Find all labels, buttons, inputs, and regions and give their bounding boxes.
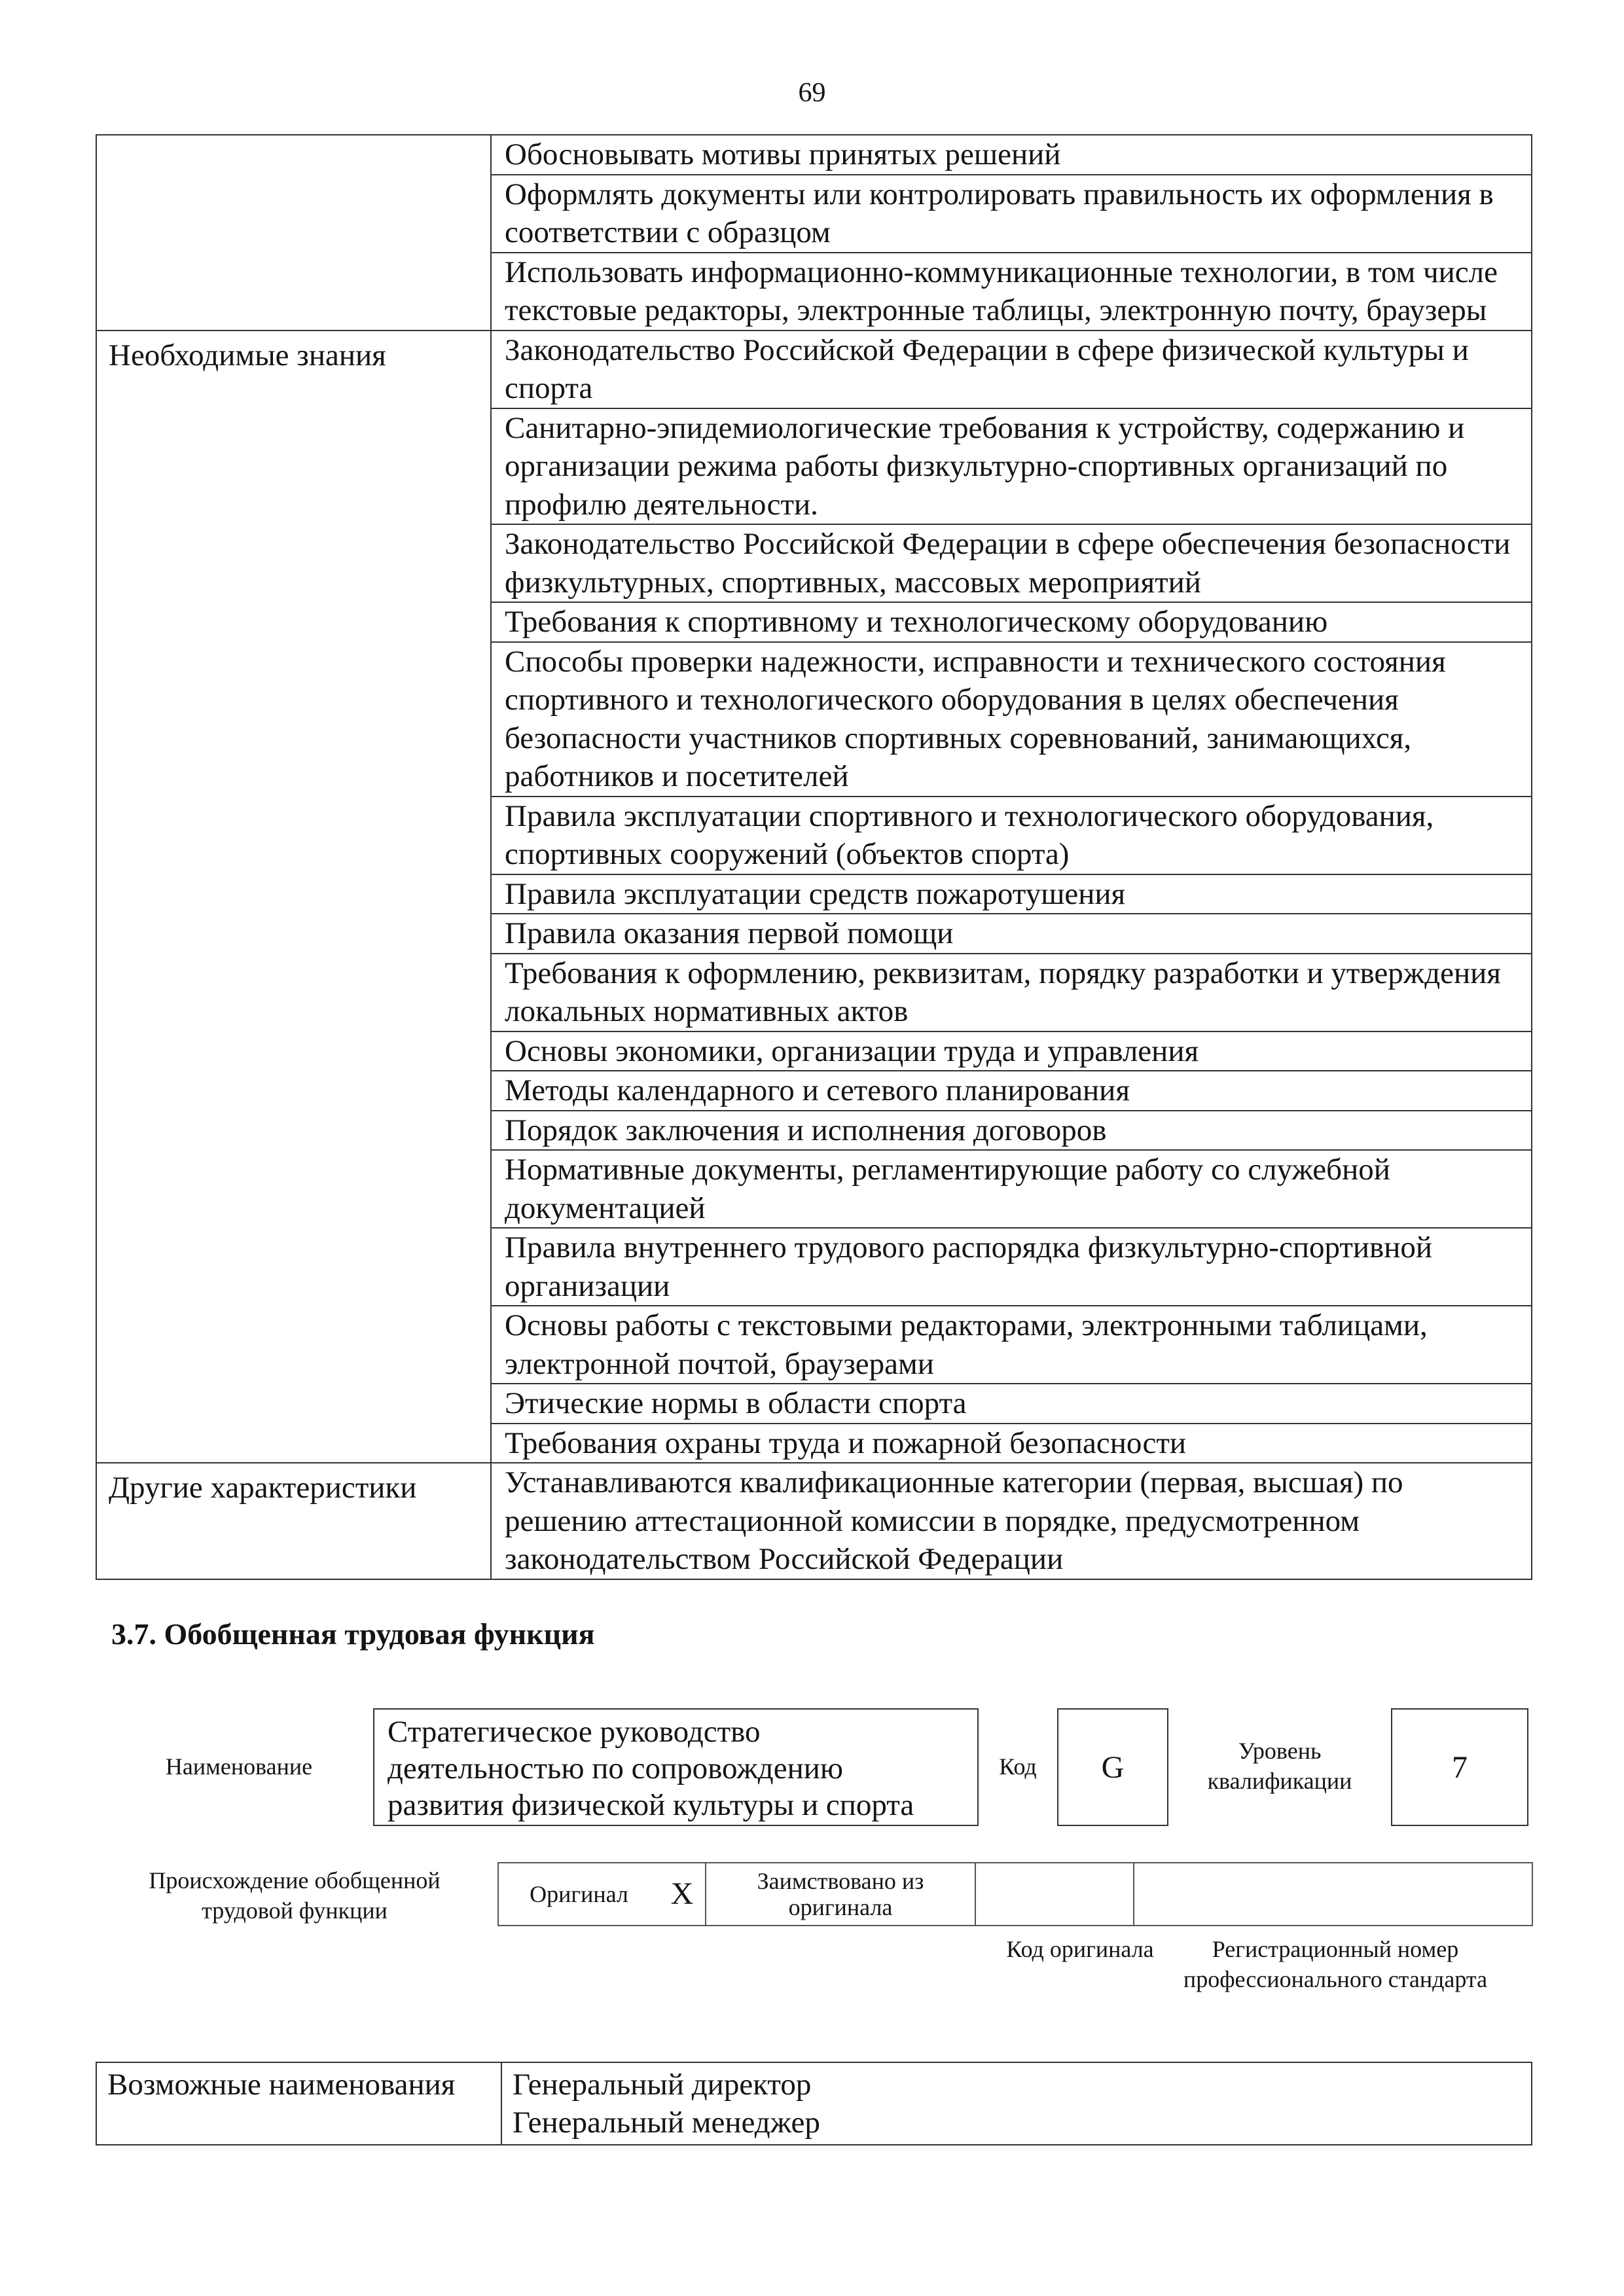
skills-label-cell bbox=[96, 135, 491, 331]
reg-number-cell bbox=[1134, 1863, 1532, 1926]
table-row bbox=[498, 1863, 1532, 1926]
original-code-cell bbox=[975, 1863, 1134, 1926]
knowledge-item: Методы календарного и сетевого планирования bbox=[491, 1071, 1532, 1111]
possible-names-label: Возможные наименования bbox=[96, 2062, 501, 2145]
possible-names-values bbox=[501, 2062, 1532, 2145]
possible-name: Генеральный директор bbox=[513, 2068, 812, 2102]
possible-name: Генеральный менеджер bbox=[513, 2106, 820, 2140]
borrowed-label: Заимствовано из оригинала bbox=[706, 1863, 975, 1926]
knowledge-item: Правила оказания первой помощи bbox=[491, 914, 1532, 954]
knowledge-item: Требования к оформлению, реквизитам, порядку разработки и утверждения локальных нормативных актов bbox=[491, 954, 1532, 1031]
other-label: Другие характеристики bbox=[96, 1463, 491, 1579]
other-text: Устанавливаются квалификационные категории (первая, высшая) по решению аттестационной комиссии в порядке, предусмотренном законодательством Российской Федерации bbox=[491, 1463, 1532, 1579]
level-label: Уровень квалификации bbox=[1207, 1738, 1352, 1794]
possible-names-table bbox=[96, 2062, 1532, 2145]
page-number: 69 bbox=[798, 78, 826, 108]
knowledge-item: Основы работы с текстовыми редакторами, электронными таблицами, электронной почтой, браузерами bbox=[491, 1306, 1532, 1384]
table-row bbox=[96, 135, 1532, 175]
knowledge-label: Необходимые знания bbox=[96, 331, 491, 1463]
knowledge-item: Требования охраны труда и пожарной безопасности bbox=[491, 1424, 1532, 1463]
original-mark: X bbox=[659, 1863, 706, 1926]
knowledge-item: Этические нормы в области спорта bbox=[491, 1384, 1532, 1424]
knowledge-item: Способы проверки надежности, исправности и технического состояния спортивного и технологического оборудования в целях обеспечения безопасности участников спортивных соревнований, занимающихся, работников и посетителей bbox=[491, 642, 1532, 797]
knowledge-item: Правила эксплуатации средств пожаротушения bbox=[491, 874, 1532, 914]
origin-table bbox=[497, 1862, 1533, 1926]
table-row bbox=[96, 331, 1532, 408]
knowledge-item: Санитарно-эпидемиологические требования к устройству, содержанию и организации режима работы физкультурно-спортивных организаций по профилю деятельности. bbox=[491, 408, 1532, 525]
name-label: Наименование bbox=[165, 1753, 313, 1780]
skill-item: Обосновывать мотивы принятых решений bbox=[491, 135, 1532, 175]
table-row bbox=[96, 2062, 1532, 2145]
section-heading: 3.7. Обобщенная трудовая функция bbox=[111, 1617, 595, 1651]
origin-label: Происхождение обобщенной трудовой функции bbox=[149, 1867, 441, 1924]
level-value: 7 bbox=[1391, 1708, 1528, 1826]
code-label: Код bbox=[999, 1753, 1037, 1780]
reg-number-caption: Регистрационный номер профессионального стандарта bbox=[1183, 1936, 1488, 1992]
knowledge-item: Нормативные документы, регламентирующие работу со служебной документацией bbox=[491, 1150, 1532, 1228]
knowledge-item: Законодательство Российской Федерации в сфере обеспечения безопасности физкультурных, спортивных, массовых мероприятий bbox=[491, 524, 1532, 602]
original-code-caption: Код оригинала bbox=[1006, 1936, 1154, 1962]
table-row bbox=[96, 1463, 1532, 1579]
original-label: Оригинал bbox=[498, 1863, 659, 1926]
code-value: G bbox=[1057, 1708, 1168, 1826]
skill-item: Оформлять документы или контролировать правильность их оформления в соответствии с образцом bbox=[491, 175, 1532, 253]
knowledge-item: Правила внутреннего трудового распорядка физкультурно-спортивной организации bbox=[491, 1228, 1532, 1306]
skill-item: Использовать информационно-коммуникационные технологии, в том числе текстовые редакторы, электронные таблицы, электронную почту, браузеры bbox=[491, 253, 1532, 331]
knowledge-table bbox=[96, 134, 1532, 1580]
knowledge-item: Правила эксплуатации спортивного и технологического оборудования, спортивных сооружений (объектов спорта) bbox=[491, 797, 1532, 874]
knowledge-item: Требования к спортивному и технологическому оборудованию bbox=[491, 602, 1532, 642]
function-name-box: Стратегическое руководство деятельностью по сопровождению развития физической культуры и спорта bbox=[373, 1708, 979, 1826]
knowledge-item: Законодательство Российской Федерации в сфере физической культуры и спорта bbox=[491, 331, 1532, 408]
knowledge-item: Порядок заключения и исполнения договоров bbox=[491, 1111, 1532, 1151]
knowledge-item: Основы экономики, организации труда и управления bbox=[491, 1031, 1532, 1071]
